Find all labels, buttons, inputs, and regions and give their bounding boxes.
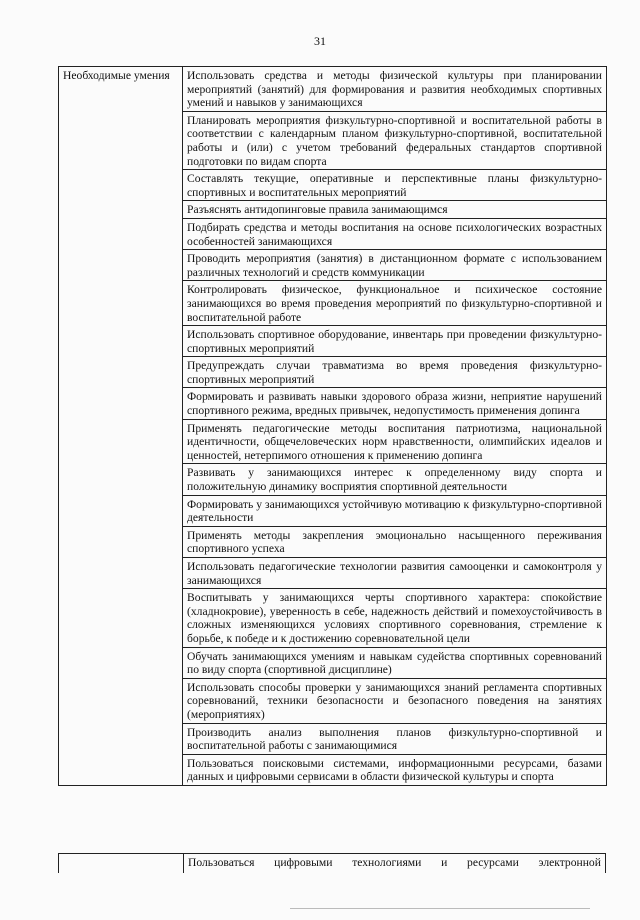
skill-item: Планировать мероприятия физкультурно-спортивной и воспитательной работы в соответствии с календарным планом физкультурно-спортивной, воспитательной работы и (или) с учетом требований федеральных стандартов спортивной подготовки по видам спорта [183, 111, 607, 169]
skills-table [58, 66, 607, 786]
skill-item: Обучать занимающихся умениям и навыкам судейства спортивных соревнований по виду спорта (спортивной дисциплине) [183, 647, 607, 678]
skill-item: Разъяснять антидопинговые правила занимающимся [183, 201, 607, 219]
partial-word: Пользоваться [188, 856, 255, 869]
skill-item: Развивать у занимающихся интерес к определенному виду спорта и положительную динамику восприятия спортивной деятельности [183, 464, 607, 495]
partial-word: и [441, 856, 448, 869]
skill-item: Предупреждать случаи травматизма во время проведения физкультурно-спортивных мероприятий [183, 357, 607, 388]
skills-table-body [59, 67, 607, 786]
skill-item: Использовать способы проверки у занимающихся знаний регламента спортивных соревнований, техники безопасности и безопасного поведения на занятиях (мероприятиях) [183, 678, 607, 723]
skill-item-partial [188, 856, 601, 870]
partial-word: технологиями [352, 856, 422, 869]
partial-word: электронной [538, 856, 601, 869]
skill-item: Использовать педагогические технологии развития самооценки и самоконтроля у занимающихся [183, 558, 607, 589]
skill-item: Контролировать физическое, функциональное и психическое состояние занимающихся во время проведения мероприятий по физкультурно-спортивной и воспитательной работе [183, 281, 607, 326]
page-edge-line [290, 908, 590, 909]
skill-item: Формировать у занимающихся устойчивую мотивацию к физкультурно-спортивной деятельности [183, 495, 607, 526]
skill-item: Составлять текущие, оперативные и перспективные планы физкультурно-спортивных и воспитательных мероприятий [183, 170, 607, 201]
page-number: 31 [314, 34, 326, 48]
skill-item: Использовать спортивное оборудование, инвентарь при проведении физкультурно-спортивных мероприятий [183, 326, 607, 357]
row-label: Необходимые умения [59, 67, 183, 786]
table-row-partial [58, 853, 606, 873]
skill-item: Подбирать средства и методы воспитания на основе психологических возрастных особенностей занимающихся [183, 218, 607, 249]
skill-item: Воспитывать у занимающихся черты спортивного характера: спокойствие (хладнокровие), уверенность в себе, надежность действий и помехоустойчивость в сложных изменяющихся условиях спортивного соревнования, стремление к борьбе, к победе и к достижению соревновательной цели [183, 589, 607, 647]
partial-word: цифровыми [274, 856, 333, 869]
partial-word: ресурсами [467, 856, 519, 869]
skill-item: Применять педагогические методы воспитания патриотизма, национальной идентичности, общечеловеческих норм нравственности, олимпийских идеалов и ценностей, нетерпимого отношения к применению допинга [183, 419, 607, 464]
skill-item: Формировать и развивать навыки здорового образа жизни, неприятие нарушений спортивного режима, вредных привычек, недопустимость применения допинга [183, 388, 607, 419]
skill-item: Пользоваться поисковыми системами, информационными ресурсами, базами данных и цифровыми сервисами в области физической культуры и спорта [183, 754, 607, 785]
table-row [59, 67, 607, 112]
column-divider [183, 854, 184, 873]
skill-item: Проводить мероприятия (занятия) в дистанционном формате с использованием различных технологий и средств коммуникации [183, 250, 607, 281]
skill-item: Применять методы закрепления эмоционально насыщенного переживания спортивного успеха [183, 526, 607, 557]
skill-item: Использовать средства и методы физической культуры при планировании мероприятий (занятий) для формирования и развития необходимых спортивных умений и навыков у занимающихся [183, 67, 607, 112]
skill-item: Производить анализ выполнения планов физкультурно-спортивной и воспитательной работы с занимающимися [183, 723, 607, 754]
